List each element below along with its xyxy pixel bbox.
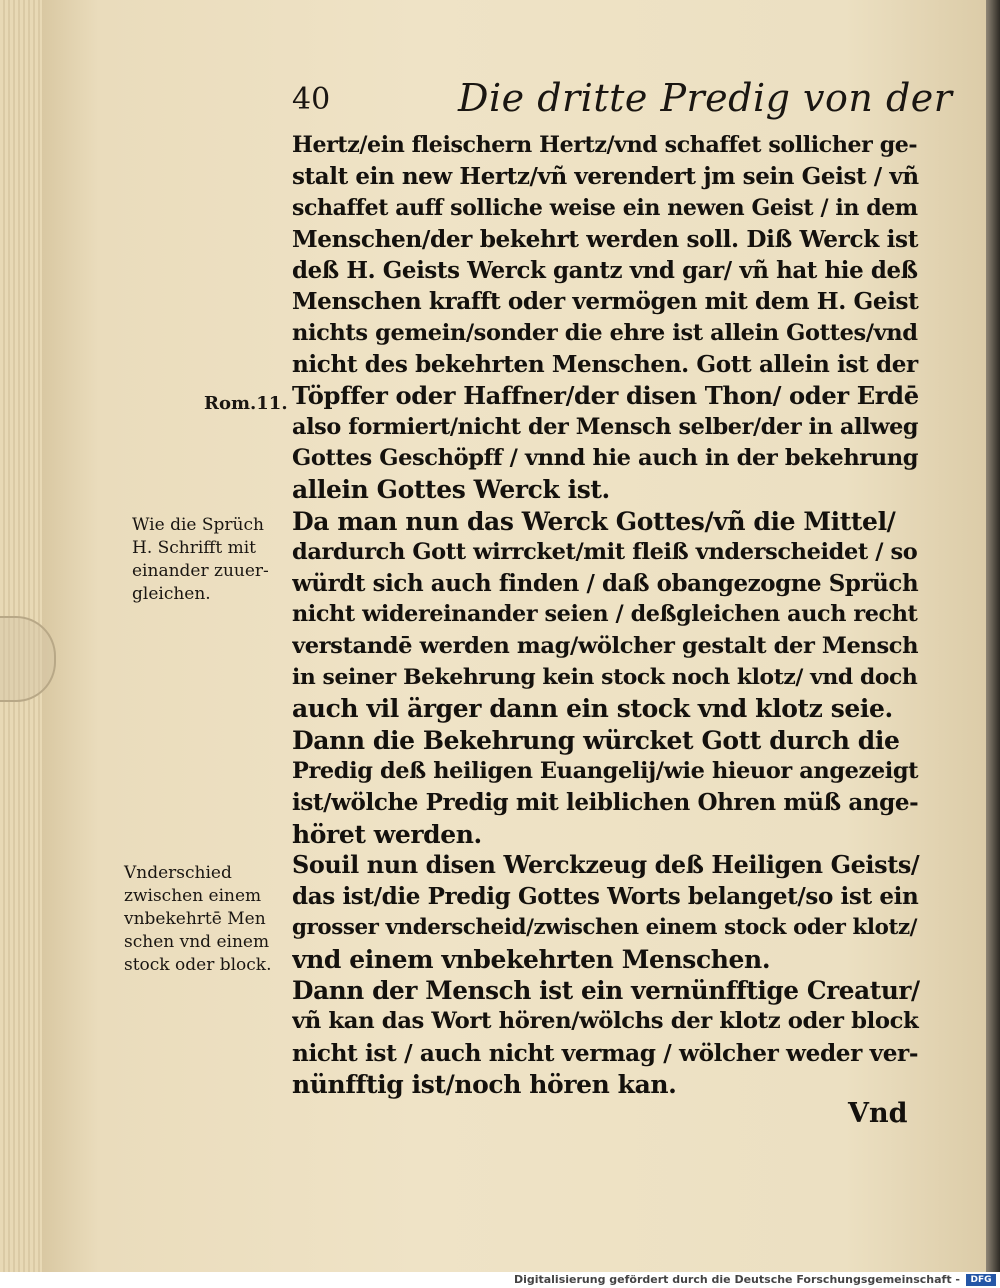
text-line: nicht ist / auch nicht vermag / wölcher weder ver- xyxy=(292,1039,919,1067)
marginal-note-line: Vnderschied xyxy=(124,863,232,883)
text-line: verstandē werden mag/wölcher gestalt der Mensch xyxy=(292,632,919,659)
text-line: vnd einem vnbekehrten Menschen. xyxy=(292,944,771,974)
marginal-note-line: zwischen einem xyxy=(124,886,262,906)
marginal-note-sprueche xyxy=(132,514,292,606)
page-number: 40 xyxy=(292,82,331,117)
text-line: nicht widereinander seien / deßgleichen auch recht xyxy=(292,601,918,628)
marginal-note-line: Wie die Sprüch xyxy=(132,515,264,535)
text-line: also formiert/nicht der Mensch selber/der in allweg xyxy=(292,413,919,440)
text-line: höret werden. xyxy=(292,819,482,849)
text-line: Menschen krafft oder vermögen mit dem H. Geist xyxy=(292,288,919,316)
text-line: Menschen/der bekehrt werden soll. Diß Werck ist xyxy=(292,225,919,253)
marginal-note-unterschied xyxy=(124,862,284,977)
text-line: Souil nun disen Werckzeug deß Heiligen Geists/ xyxy=(292,850,920,879)
text-line: würdt sich auch finden / daß obangezogne Sprüch xyxy=(292,570,919,598)
text-line: schaffet auff solliche weise ein newen Geist / in dem xyxy=(292,194,918,221)
marginal-note-line: H. Schrifft mit xyxy=(132,538,257,558)
text-line: nichts gemein/sonder die ehre ist allein Gottes/vnd xyxy=(292,319,918,346)
text-line: allein Gottes Werck ist. xyxy=(292,475,610,505)
catchword: Vnd xyxy=(848,1098,908,1129)
text-line: Predig deß heiligen Euangelij/wie hieuor angezeigt xyxy=(292,757,919,784)
marginal-note-line: stock oder block. xyxy=(124,955,272,975)
funding-credit[interactable]: Digitalisierung gefördert durch die Deutsche Forschungsgemeinschaft - xyxy=(513,1273,960,1286)
dfg-logo[interactable]: DFG xyxy=(966,1274,996,1286)
text-line: stalt ein new Hertz/vñ verendert jm sein Geist / vñ xyxy=(292,163,919,191)
marginal-note-line: gleichen. xyxy=(132,584,211,604)
text-line: grosser vnderscheid/zwischen einem stock oder klotz/ xyxy=(292,915,918,941)
text-line: Dann der Mensch ist ein vernünfftige Creatur/ xyxy=(292,976,920,1006)
text-line: ist/wölche Predig mit leiblichen Ohren müß ange- xyxy=(292,789,919,817)
text-line: Gottes Geschöpff / vnnd hie auch in der bekehrung xyxy=(292,444,919,471)
text-line: deß H. Geists Werck gantz vnd gar/ vñ hat hie deß xyxy=(292,257,918,285)
marginal-note-line: schen vnd einem xyxy=(124,932,270,952)
marginal-note-line: einander zuuer- xyxy=(132,561,269,581)
running-head xyxy=(0,76,1000,122)
text-line: das ist/die Predig Gottes Worts belanget/so ist ein xyxy=(292,883,919,911)
running-head-title: Die dritte Predig von der xyxy=(458,76,953,120)
text-line: Dann die Bekehrung würcket Gott durch die xyxy=(292,725,900,755)
text-line: Töpffer oder Haffner/der disen Thon/ oder Erdē xyxy=(292,381,919,411)
marginal-note-rom: Rom.11. xyxy=(204,393,288,414)
text-line: nicht des bekehrten Menschen. Gott allein ist der xyxy=(292,351,918,379)
marginal-note-line: vnbekehrtē Men xyxy=(124,909,266,929)
text-line: Hertz/ein fleischern Hertz/vnd schaffet sollicher ge- xyxy=(292,132,918,158)
text-line: dardurch Gott wirrcket/mit fleiß vnderscheidet / so xyxy=(292,538,918,565)
body-text xyxy=(292,130,920,1100)
text-line: nünfftig ist/noch hören kan. xyxy=(292,1069,677,1099)
text-line: auch vil ärger dann ein stock vnd klotz seie. xyxy=(292,694,893,724)
text-line: vñ kan das Wort hören/wölchs der klotz oder block xyxy=(292,1008,919,1035)
footer-bar xyxy=(0,1272,1000,1288)
text-line: in seiner Bekehrung kein stock noch klotz/ vnd doch xyxy=(292,664,918,691)
book-binding-edge xyxy=(986,0,1000,1272)
text-line: Da man nun das Werck Gottes/vñ die Mittel/ xyxy=(292,506,896,536)
